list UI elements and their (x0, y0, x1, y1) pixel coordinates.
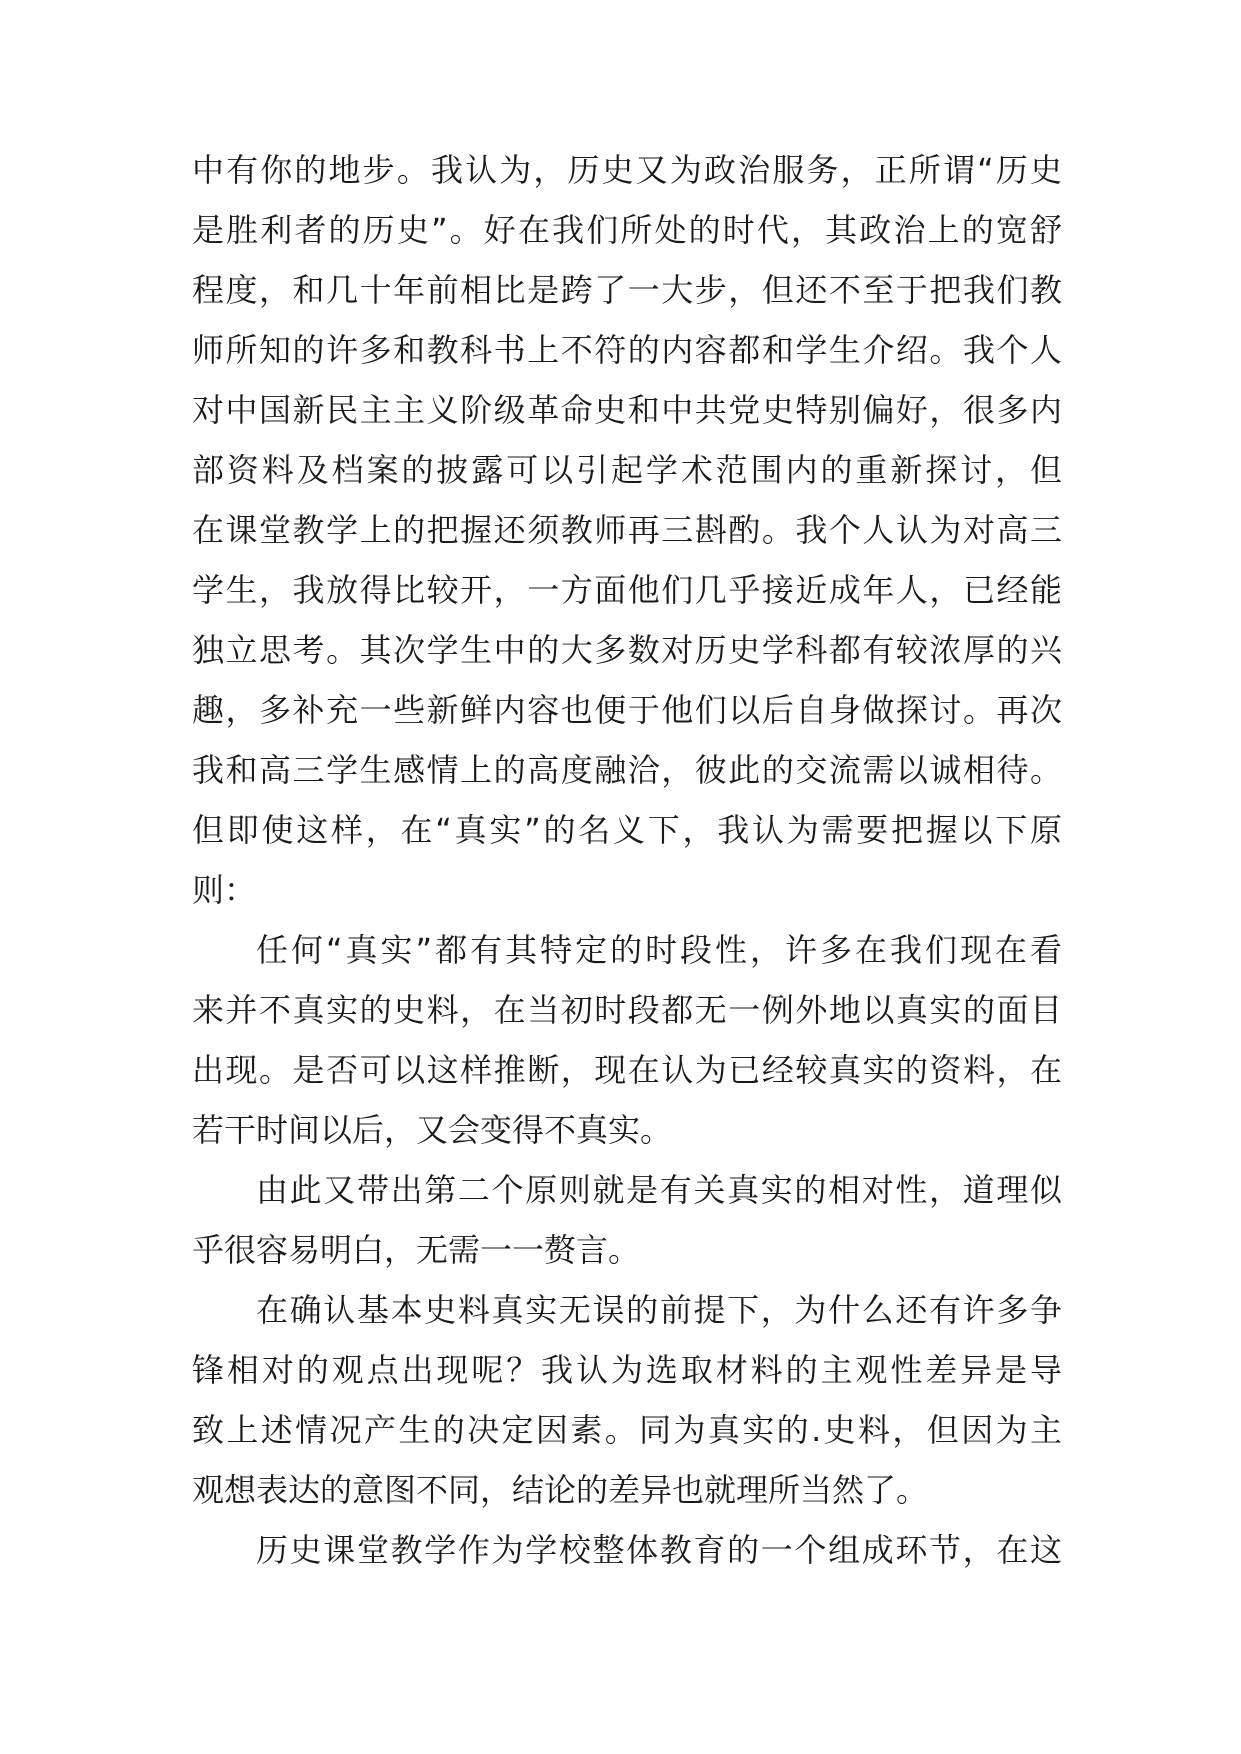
document-body (192, 140, 1062, 1580)
text-line: 致上述情况产生的决定因素。同为真实的.史料，但因为主 (192, 1411, 1062, 1449)
text-line: 但即使这样，在“真实”的名义下，我认为需要把握以下原 (192, 811, 1062, 849)
paragraph-first-line: 任何“真实”都有其特定的时段性，许多在我们现在看 (256, 931, 1062, 969)
text-line: 对中国新民主主义阶级革命史和中共党史特别偏好，很多内 (192, 391, 1062, 429)
paragraph-first-line: 由此又带出第二个原则就是有关真实的相对性，道理似 (256, 1171, 1062, 1209)
text-line: 乎很容易明白，无需一一赘言。 (192, 1231, 641, 1269)
text-line: 锋相对的观点出现呢？我认为选取材料的主观性差异是导 (192, 1351, 1062, 1389)
text-line: 中有你的地步。我认为，历史又为政治服务，正所谓“历史 (192, 151, 1062, 189)
text-line: 则： (192, 871, 257, 909)
text-line: 师所知的许多和教科书上不符的内容都和学生介绍。我个人 (192, 331, 1062, 369)
text-line: 独立思考。其次学生中的大多数对历史学科都有较浓厚的兴 (192, 631, 1062, 669)
text-line: 出现。是否可以这样推断，现在认为已经较真实的资料，在 (192, 1051, 1062, 1089)
text-line: 程度，和几十年前相比是跨了一大步，但还不至于把我们教 (192, 271, 1062, 309)
text-line: 在课堂教学上的把握还须教师再三斟酌。我个人认为对高三 (192, 511, 1062, 549)
text-line: 来并不真实的史料，在当初时段都无一例外地以真实的面目 (192, 991, 1062, 1029)
text-line: 我和高三学生感情上的高度融洽，彼此的交流需以诚相待。 (192, 751, 1062, 789)
paragraph-first-line: 在确认基本史料真实无误的前提下，为什么还有许多争 (256, 1291, 1062, 1329)
text-line: 趣，多补充一些新鲜内容也便于他们以后自身做探讨。再次 (192, 691, 1062, 729)
paragraph-first-line: 历史课堂教学作为学校整体教育的一个组成环节，在这 (256, 1531, 1062, 1569)
text-line: 若干时间以后，又会变得不真实。 (192, 1111, 673, 1149)
text-line: 观想表达的意图不同，结论的差异也就理所当然了。 (192, 1471, 929, 1509)
text-line: 是胜利者的历史”。好在我们所处的时代，其政治上的宽舒 (192, 211, 1062, 249)
text-line: 部资料及档案的披露可以引起学术范围内的重新探讨，但 (192, 451, 1062, 489)
text-line: 学生，我放得比较开，一方面他们几乎接近成年人，已经能 (192, 571, 1062, 609)
